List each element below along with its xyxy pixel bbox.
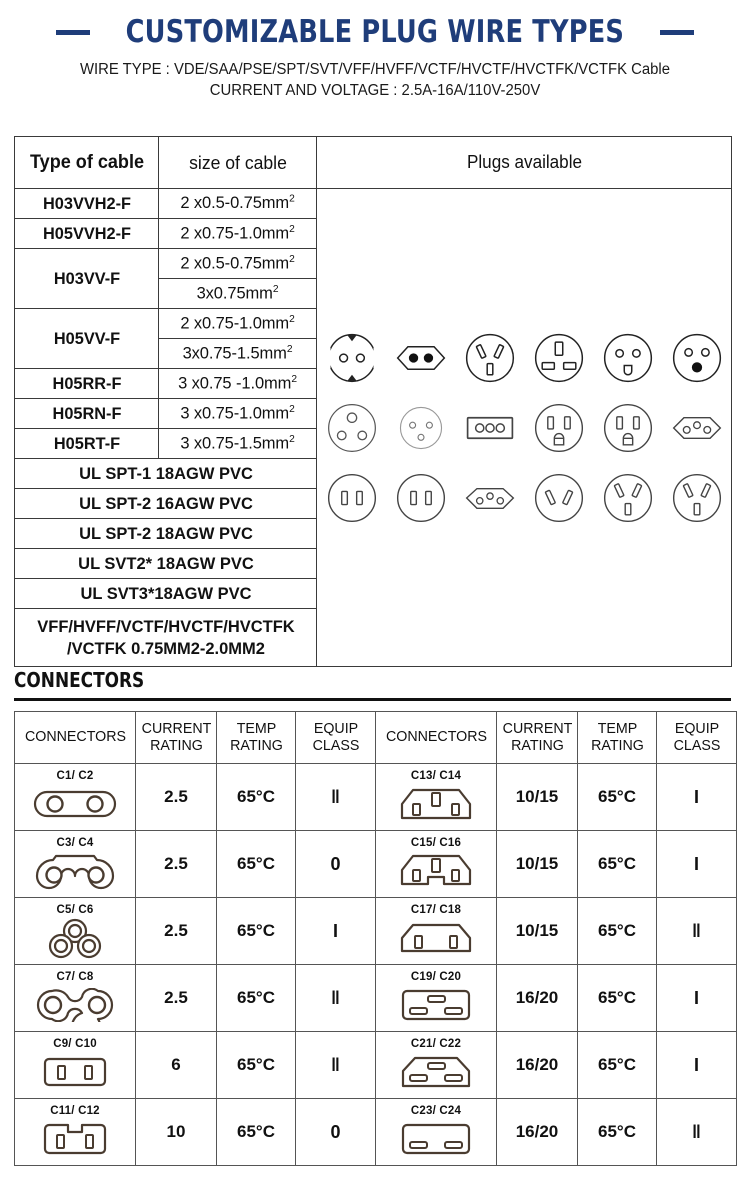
connector-icon-wrap	[15, 1051, 135, 1093]
header-line-1: TEMP	[597, 719, 637, 737]
header-equip-class-left	[298, 712, 374, 764]
connector-cell	[376, 965, 497, 1032]
wire-types-table	[14, 136, 732, 667]
page-header	[0, 0, 750, 100]
connectors-table	[14, 711, 737, 1166]
connector-icon-wrap	[376, 783, 496, 825]
title-right-dash-icon	[660, 30, 694, 35]
chinese-plug-icon	[669, 470, 725, 526]
cable-size: $3x0.75mm^2$	[159, 279, 317, 309]
connector-cell	[15, 965, 136, 1032]
europlug-icon	[393, 330, 449, 386]
c9-c10-connector-icon	[40, 1055, 110, 1089]
temp-rating-value: 65°C	[578, 764, 657, 831]
table-row	[15, 764, 737, 831]
connectors-heading-rule	[14, 698, 731, 701]
temp-rating-value: 65°C	[578, 1032, 657, 1099]
australian-plug-icon	[462, 330, 518, 386]
connector-label: C15/ C16	[410, 836, 462, 849]
cable-type: H05VVH2-F	[17, 219, 155, 249]
table-row	[15, 1032, 737, 1099]
table-row	[15, 898, 737, 965]
connector-icon-wrap	[15, 917, 135, 959]
header-connectors-left: CONNECTORS	[18, 712, 133, 764]
table-row	[15, 189, 732, 219]
header-line-2: RATING	[510, 736, 564, 754]
table-row	[15, 1099, 737, 1166]
c5-c6-connector-icon	[40, 917, 110, 959]
current-rating-value: 2.5	[136, 898, 217, 965]
temp-rating-value: 65°C	[578, 831, 657, 898]
cable-spec-full: UL SPT-2 18AGW PVC	[19, 519, 312, 549]
cable-spec-full: UL SVT3*18AGW PVC	[19, 579, 312, 609]
plugs-available-cell	[317, 189, 732, 667]
connector-icon-wrap	[376, 850, 496, 892]
equip-class-value: ‖	[657, 898, 737, 965]
cable-spec-full: UL SVT2* 18AGW PVC	[19, 549, 312, 579]
japanese-plug-icon	[600, 400, 656, 456]
header-current-rating-right	[499, 712, 576, 764]
cable-spec-full: UL SPT-2 16AGW PVC	[19, 489, 312, 519]
c15-c16-connector-icon	[397, 851, 475, 891]
cable-size: 2 $x0.5-0.75mm^2$	[159, 249, 317, 279]
current-rating-value: 10	[136, 1099, 217, 1166]
header-line-1: TEMP	[236, 719, 276, 737]
connector-icon-wrap	[15, 1118, 135, 1160]
c1-c2-connector-icon	[32, 786, 118, 822]
italian-3pin-plug-icon	[462, 400, 518, 456]
connector-label: C3/ C4	[56, 836, 94, 849]
connectors-header-row	[15, 712, 737, 764]
current-rating-value: 6	[136, 1032, 217, 1099]
header-line-2: RATING	[229, 736, 283, 754]
cable-size: $3x0.75-1.5mm^2$	[159, 339, 317, 369]
cable-size: 3 x0.75 $-1.0mm^2$	[159, 369, 317, 399]
cable-type: H05VV-F	[17, 309, 155, 369]
connector-label: C13/ C14	[410, 769, 462, 782]
current-rating-value: 2.5	[136, 764, 217, 831]
header-equip-class-right	[659, 712, 735, 764]
connector-cell	[376, 1032, 497, 1099]
c3-c4-connector-icon	[32, 852, 118, 890]
table-row	[15, 965, 737, 1032]
header-line-2: CLASS	[312, 736, 359, 754]
connector-cell	[15, 1099, 136, 1166]
wire-table-header-row	[15, 137, 732, 189]
connector-label: C19/ C20	[410, 970, 462, 983]
header-size-of-cable: size of cable	[162, 137, 312, 189]
current-rating-value: 16/20	[497, 1032, 578, 1099]
australian-3pin-plug-icon	[600, 470, 656, 526]
cable-size: 2 $x0.5-0.75mm^2$	[159, 189, 317, 219]
connector-icon-wrap	[376, 984, 496, 1026]
header-line-2: CLASS	[673, 736, 720, 754]
equip-class-value: I	[657, 831, 737, 898]
temp-rating-value: 65°C	[217, 764, 296, 831]
danish-plug-icon	[669, 330, 725, 386]
cable-type: H05RN-F	[17, 399, 155, 429]
equip-class-value: I	[657, 1032, 737, 1099]
cable-size: 2 $x0.75-1.0mm^2$	[159, 219, 317, 249]
c11-c12-connector-icon	[40, 1121, 110, 1157]
plug-row-1	[317, 323, 731, 393]
table-row	[15, 831, 737, 898]
c17-c18-connector-icon	[397, 921, 475, 955]
page-title: CUSTOMIZABLE PLUG WIRE TYPES	[125, 14, 625, 50]
equip-class-value: 0	[296, 1099, 376, 1166]
equip-class-value: I	[296, 898, 376, 965]
header-temp-rating-left	[218, 712, 293, 764]
header-line-1: CURRENT	[502, 719, 572, 737]
temp-rating-value: 65°C	[578, 1099, 657, 1166]
connector-cell	[376, 1099, 497, 1166]
header-connectors-right: CONNECTORS	[379, 712, 494, 764]
current-rating-value: 2.5	[136, 965, 217, 1032]
equip-class-value: I	[657, 965, 737, 1032]
connector-icon-wrap	[15, 783, 135, 825]
c23-c24-connector-icon	[398, 1121, 474, 1157]
uk-bs1363-plug-icon	[531, 330, 587, 386]
us-nema515-plug-icon	[531, 400, 587, 456]
connector-label: C21/ C22	[410, 1037, 462, 1050]
temp-rating-value: 65°C	[578, 898, 657, 965]
header-line-1: EQUIP	[674, 719, 719, 737]
swiss-plug-icon	[669, 400, 725, 456]
header-current-rating-left	[138, 712, 215, 764]
australian-2pin-plug-icon	[531, 470, 587, 526]
temp-rating-value: 65°C	[217, 1032, 296, 1099]
connector-cell	[15, 831, 136, 898]
connector-label: C7/ C8	[56, 970, 94, 983]
cable-spec-line-2: /VCTFK 0.75MM2-2.0MM2	[66, 638, 265, 658]
plug-row-3	[317, 463, 731, 533]
connector-icon-wrap	[15, 850, 135, 892]
cable-type: H03VVH2-F	[17, 189, 155, 219]
header-line-1: EQUIP	[313, 719, 358, 737]
connectors-heading: CONNECTORS	[14, 668, 145, 692]
header-line-1: CURRENT	[141, 719, 211, 737]
header-temp-rating-right	[579, 712, 654, 764]
israeli-plug-icon	[600, 330, 656, 386]
connector-label: C17/ C18	[410, 903, 462, 916]
current-rating-value: 10/15	[497, 831, 578, 898]
schuko-plug-icon	[324, 330, 380, 386]
cable-spec-line-1: VFF/HVFF/VCTF/HVCTF/HVCTFK	[36, 617, 295, 637]
connector-label: C11/ C12	[50, 1104, 100, 1117]
connector-icon-wrap	[15, 984, 135, 1026]
c7-c8-connector-icon	[30, 988, 120, 1022]
japanese-2pin-plug-icon	[393, 470, 449, 526]
temp-rating-value: 65°C	[217, 831, 296, 898]
cable-size: 3 $x0.75-1.0mm^2$	[159, 399, 317, 429]
plug-row-2	[317, 393, 731, 463]
connector-label: C9/ C10	[53, 1037, 97, 1050]
connector-cell	[15, 764, 136, 831]
connector-icon-wrap	[376, 1051, 496, 1093]
c19-c20-connector-icon	[398, 987, 474, 1023]
cable-type: H05RT-F	[17, 429, 155, 459]
equip-class-value: 0	[296, 831, 376, 898]
header-type-of-cable: Type of cable	[18, 137, 155, 189]
cable-size: 3 $x0.75-1.5mm^2$	[159, 429, 317, 459]
equip-class-value: ‖	[296, 1032, 376, 1099]
us-nema1-15-plug-icon	[324, 470, 380, 526]
cable-type: H05RR-F	[17, 369, 155, 399]
temp-rating-value: 65°C	[578, 965, 657, 1032]
wire-type-line: WIRE TYPE : VDE/SAA/PSE/SPT/SVT/VFF/HVFF/VCTF/HVCTF/HVCTFK/VCTFK Cable	[79, 61, 671, 78]
current-rating-value: 16/20	[497, 1099, 578, 1166]
south-african-plug-icon	[324, 400, 380, 456]
plug-grid	[317, 323, 731, 533]
header-plugs-available: Plugs available	[327, 137, 721, 189]
equip-class-value: ‖	[296, 764, 376, 831]
title-row	[0, 14, 750, 50]
temp-rating-value: 65°C	[217, 965, 296, 1032]
connector-cell	[15, 898, 136, 965]
current-rating-value: 16/20	[497, 965, 578, 1032]
connectors-section-header	[14, 668, 731, 701]
cable-size: 2 $x0.75-1.0mm^2$	[159, 309, 317, 339]
equip-class-value: ‖	[657, 1099, 737, 1166]
connector-label: C23/ C24	[410, 1104, 462, 1117]
indian-plug-icon	[393, 400, 449, 456]
c21-c22-connector-icon	[398, 1054, 474, 1090]
title-left-dash-icon	[56, 30, 90, 35]
connector-cell	[376, 898, 497, 965]
connector-label: C5/ C6	[56, 903, 94, 916]
current-voltage-line: CURRENT AND VOLTAGE : 2.5A-16A/110V-250V	[209, 82, 541, 99]
connector-cell	[15, 1032, 136, 1099]
c13-c14-connector-icon	[397, 785, 475, 823]
connector-icon-wrap	[376, 1118, 496, 1160]
current-rating-value: 10/15	[497, 898, 578, 965]
cable-spec-full: UL SPT-1 18AGW PVC	[19, 459, 312, 489]
temp-rating-value: 65°C	[217, 1099, 296, 1166]
connector-icon-wrap	[376, 917, 496, 959]
equip-class-value: ‖	[296, 965, 376, 1032]
equip-class-value: I	[657, 764, 737, 831]
connector-label: C1/ C2	[56, 769, 94, 782]
cable-type: H03VV-F	[17, 249, 155, 309]
temp-rating-value: 65°C	[217, 898, 296, 965]
connector-cell	[376, 831, 497, 898]
current-rating-value: 10/15	[497, 764, 578, 831]
header-line-2: RATING	[590, 736, 644, 754]
cable-spec-multiline	[19, 609, 312, 667]
header-line-2: RATING	[149, 736, 203, 754]
current-rating-value: 2.5	[136, 831, 217, 898]
brazilian-plug-icon	[462, 470, 518, 526]
connector-cell	[376, 764, 497, 831]
